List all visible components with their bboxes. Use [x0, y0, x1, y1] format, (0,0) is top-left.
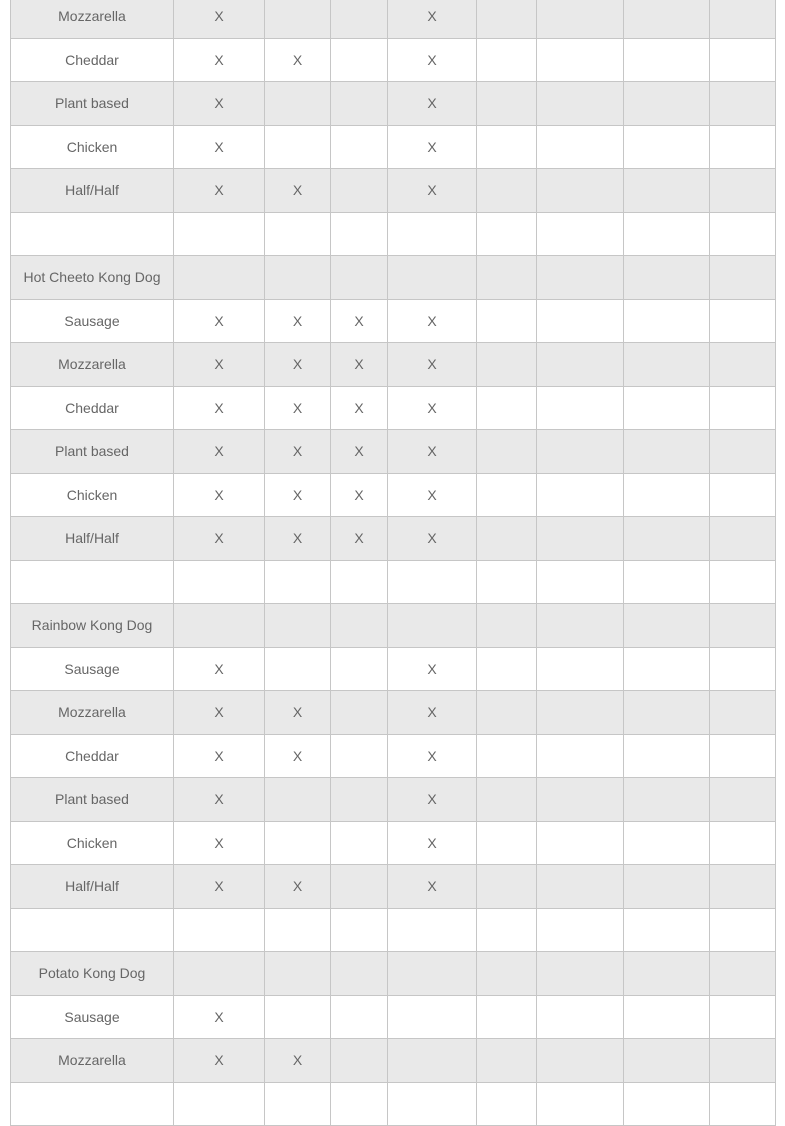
option-cell	[331, 908, 388, 952]
option-cell	[477, 430, 537, 474]
option-cell	[477, 256, 537, 300]
option-cell	[624, 995, 710, 1039]
option-cell	[477, 952, 537, 996]
option-cell	[537, 865, 624, 909]
table-row	[11, 995, 776, 1039]
option-cell	[624, 343, 710, 387]
row-label-cell	[11, 212, 174, 256]
menu-options-table	[10, 0, 776, 1126]
option-cell	[477, 691, 537, 735]
option-cell: X	[331, 473, 388, 517]
option-cell	[331, 952, 388, 996]
option-cell	[174, 908, 265, 952]
table-row	[11, 38, 776, 82]
option-cell	[331, 560, 388, 604]
option-cell: X	[174, 778, 265, 822]
option-cell: X	[388, 343, 477, 387]
option-cell	[624, 169, 710, 213]
option-cell: X	[388, 473, 477, 517]
option-cell	[537, 734, 624, 778]
option-cell	[710, 212, 776, 256]
table-row	[11, 1082, 776, 1126]
option-cell	[624, 386, 710, 430]
option-cell	[624, 0, 710, 38]
option-cell	[388, 560, 477, 604]
option-cell	[265, 82, 331, 126]
option-cell	[388, 1039, 477, 1083]
option-cell	[477, 865, 537, 909]
option-cell	[331, 604, 388, 648]
option-cell	[477, 1082, 537, 1126]
option-cell	[331, 734, 388, 778]
option-cell	[624, 125, 710, 169]
option-cell	[537, 691, 624, 735]
option-cell	[537, 299, 624, 343]
option-cell: X	[174, 38, 265, 82]
option-cell	[624, 908, 710, 952]
option-cell	[174, 604, 265, 648]
row-label-cell: Cheddar	[11, 386, 174, 430]
option-cell	[331, 1082, 388, 1126]
option-cell: X	[174, 865, 265, 909]
option-cell	[477, 125, 537, 169]
option-cell	[537, 125, 624, 169]
option-cell	[710, 560, 776, 604]
option-cell: X	[388, 517, 477, 561]
option-cell: X	[174, 82, 265, 126]
option-cell	[710, 38, 776, 82]
option-cell	[624, 38, 710, 82]
option-cell	[331, 212, 388, 256]
menu-table-container	[10, 0, 775, 1126]
option-cell	[537, 647, 624, 691]
option-cell: X	[174, 125, 265, 169]
option-cell	[477, 908, 537, 952]
row-label-cell: Plant based	[11, 778, 174, 822]
option-cell	[624, 212, 710, 256]
option-cell	[477, 343, 537, 387]
option-cell: X	[388, 430, 477, 474]
option-cell	[477, 995, 537, 1039]
table-row	[11, 560, 776, 604]
option-cell: X	[265, 734, 331, 778]
option-cell	[537, 212, 624, 256]
row-label-cell: Rainbow Kong Dog	[11, 604, 174, 648]
option-cell	[710, 256, 776, 300]
option-cell	[174, 952, 265, 996]
row-label-cell: Mozzarella	[11, 343, 174, 387]
option-cell	[537, 952, 624, 996]
option-cell	[710, 734, 776, 778]
option-cell: X	[174, 647, 265, 691]
option-cell	[710, 430, 776, 474]
option-cell	[537, 82, 624, 126]
row-label-cell: Mozzarella	[11, 1039, 174, 1083]
option-cell	[537, 517, 624, 561]
option-cell	[624, 1039, 710, 1083]
option-cell	[388, 908, 477, 952]
option-cell	[331, 1039, 388, 1083]
option-cell	[477, 169, 537, 213]
option-cell	[477, 386, 537, 430]
option-cell	[331, 38, 388, 82]
option-cell	[537, 430, 624, 474]
option-cell	[710, 691, 776, 735]
table-row	[11, 734, 776, 778]
table-body	[11, 0, 776, 1126]
option-cell	[710, 169, 776, 213]
table-row	[11, 691, 776, 735]
row-label-cell: Chicken	[11, 473, 174, 517]
row-label-cell: Cheddar	[11, 734, 174, 778]
table-row	[11, 430, 776, 474]
option-cell: X	[388, 299, 477, 343]
option-cell	[331, 691, 388, 735]
option-cell: X	[331, 386, 388, 430]
option-cell	[710, 647, 776, 691]
row-label-cell: Sausage	[11, 299, 174, 343]
row-label-cell: Half/Half	[11, 865, 174, 909]
option-cell: X	[265, 386, 331, 430]
option-cell: X	[265, 1039, 331, 1083]
option-cell	[624, 256, 710, 300]
table-row	[11, 778, 776, 822]
table-row	[11, 821, 776, 865]
option-cell: X	[388, 821, 477, 865]
option-cell	[624, 734, 710, 778]
option-cell: X	[174, 517, 265, 561]
option-cell	[537, 908, 624, 952]
table-row	[11, 343, 776, 387]
option-cell	[537, 0, 624, 38]
option-cell	[624, 604, 710, 648]
option-cell	[537, 473, 624, 517]
option-cell: X	[388, 169, 477, 213]
row-label-cell	[11, 1082, 174, 1126]
option-cell	[710, 908, 776, 952]
option-cell	[710, 343, 776, 387]
option-cell: X	[388, 691, 477, 735]
option-cell: X	[265, 473, 331, 517]
option-cell: X	[388, 0, 477, 38]
option-cell: X	[174, 0, 265, 38]
table-row	[11, 517, 776, 561]
option-cell	[537, 169, 624, 213]
option-cell	[710, 125, 776, 169]
table-row	[11, 952, 776, 996]
option-cell: X	[265, 38, 331, 82]
option-cell: X	[265, 865, 331, 909]
row-label-cell: Chicken	[11, 125, 174, 169]
option-cell: X	[388, 734, 477, 778]
option-cell: X	[265, 430, 331, 474]
option-cell	[710, 604, 776, 648]
option-cell	[537, 604, 624, 648]
option-cell: X	[265, 169, 331, 213]
option-cell	[477, 212, 537, 256]
option-cell	[624, 778, 710, 822]
option-cell	[174, 212, 265, 256]
option-cell	[537, 560, 624, 604]
option-cell	[710, 952, 776, 996]
option-cell	[388, 256, 477, 300]
option-cell	[265, 647, 331, 691]
option-cell	[624, 517, 710, 561]
option-cell: X	[388, 647, 477, 691]
option-cell	[624, 647, 710, 691]
option-cell	[388, 604, 477, 648]
option-cell	[710, 299, 776, 343]
option-cell	[477, 778, 537, 822]
option-cell	[265, 995, 331, 1039]
option-cell	[477, 1039, 537, 1083]
option-cell: X	[331, 299, 388, 343]
option-cell	[265, 821, 331, 865]
row-label-cell: Potato Kong Dog	[11, 952, 174, 996]
table-row	[11, 256, 776, 300]
option-cell	[477, 734, 537, 778]
option-cell	[265, 0, 331, 38]
option-cell	[537, 821, 624, 865]
option-cell	[331, 995, 388, 1039]
option-cell: X	[174, 343, 265, 387]
row-label-cell: Mozzarella	[11, 0, 174, 38]
row-label-cell: Cheddar	[11, 38, 174, 82]
option-cell	[477, 473, 537, 517]
option-cell	[537, 1082, 624, 1126]
option-cell	[537, 778, 624, 822]
table-row	[11, 604, 776, 648]
option-cell: X	[174, 821, 265, 865]
option-cell	[388, 952, 477, 996]
option-cell	[477, 38, 537, 82]
row-label-cell	[11, 908, 174, 952]
table-row	[11, 386, 776, 430]
option-cell: X	[265, 343, 331, 387]
option-cell	[624, 299, 710, 343]
option-cell	[331, 647, 388, 691]
row-label-cell: Mozzarella	[11, 691, 174, 735]
option-cell	[265, 212, 331, 256]
option-cell	[537, 1039, 624, 1083]
option-cell	[477, 821, 537, 865]
option-cell	[174, 1082, 265, 1126]
option-cell	[331, 778, 388, 822]
table-row	[11, 82, 776, 126]
option-cell: X	[388, 865, 477, 909]
option-cell	[710, 1039, 776, 1083]
table-row	[11, 125, 776, 169]
option-cell	[624, 430, 710, 474]
option-cell: X	[174, 734, 265, 778]
option-cell	[174, 256, 265, 300]
option-cell: X	[388, 778, 477, 822]
option-cell	[537, 386, 624, 430]
option-cell	[265, 604, 331, 648]
option-cell	[331, 256, 388, 300]
option-cell	[331, 82, 388, 126]
option-cell	[477, 560, 537, 604]
option-cell	[537, 343, 624, 387]
option-cell	[265, 256, 331, 300]
option-cell	[477, 604, 537, 648]
option-cell	[624, 473, 710, 517]
row-label-cell: Half/Half	[11, 517, 174, 561]
option-cell	[477, 0, 537, 38]
option-cell	[624, 1082, 710, 1126]
option-cell: X	[331, 430, 388, 474]
option-cell	[624, 821, 710, 865]
row-label-cell: Plant based	[11, 82, 174, 126]
row-label-cell: Chicken	[11, 821, 174, 865]
option-cell	[624, 691, 710, 735]
option-cell	[388, 212, 477, 256]
option-cell	[624, 560, 710, 604]
option-cell	[624, 865, 710, 909]
row-label-cell	[11, 560, 174, 604]
option-cell	[331, 125, 388, 169]
option-cell: X	[174, 473, 265, 517]
table-row	[11, 169, 776, 213]
option-cell	[477, 299, 537, 343]
table-row	[11, 473, 776, 517]
option-cell	[331, 821, 388, 865]
option-cell	[710, 995, 776, 1039]
option-cell	[265, 125, 331, 169]
option-cell	[710, 82, 776, 126]
option-cell: X	[174, 430, 265, 474]
row-label-cell: Sausage	[11, 995, 174, 1039]
option-cell	[710, 0, 776, 38]
option-cell	[265, 1082, 331, 1126]
option-cell	[624, 82, 710, 126]
row-label-cell: Plant based	[11, 430, 174, 474]
option-cell	[477, 517, 537, 561]
option-cell	[710, 473, 776, 517]
option-cell: X	[174, 995, 265, 1039]
option-cell: X	[331, 517, 388, 561]
option-cell: X	[174, 299, 265, 343]
option-cell	[477, 647, 537, 691]
option-cell	[388, 995, 477, 1039]
option-cell	[477, 82, 537, 126]
option-cell: X	[174, 386, 265, 430]
row-label-cell: Hot Cheeto Kong Dog	[11, 256, 174, 300]
option-cell: X	[174, 169, 265, 213]
table-row	[11, 908, 776, 952]
option-cell: X	[388, 125, 477, 169]
option-cell: X	[265, 299, 331, 343]
table-row	[11, 0, 776, 38]
option-cell	[331, 169, 388, 213]
option-cell	[710, 386, 776, 430]
option-cell	[710, 1082, 776, 1126]
option-cell	[537, 256, 624, 300]
option-cell	[265, 952, 331, 996]
option-cell: X	[174, 691, 265, 735]
table-row	[11, 1039, 776, 1083]
table-row	[11, 212, 776, 256]
option-cell	[710, 821, 776, 865]
option-cell	[710, 778, 776, 822]
option-cell	[265, 778, 331, 822]
table-row	[11, 647, 776, 691]
option-cell	[265, 908, 331, 952]
option-cell: X	[388, 386, 477, 430]
option-cell: X	[265, 517, 331, 561]
row-label-cell: Sausage	[11, 647, 174, 691]
row-label-cell: Half/Half	[11, 169, 174, 213]
option-cell	[331, 0, 388, 38]
option-cell	[624, 952, 710, 996]
option-cell: X	[388, 82, 477, 126]
option-cell	[537, 995, 624, 1039]
option-cell	[388, 1082, 477, 1126]
option-cell	[710, 517, 776, 561]
option-cell	[265, 560, 331, 604]
table-row	[11, 865, 776, 909]
option-cell: X	[174, 1039, 265, 1083]
option-cell	[710, 865, 776, 909]
option-cell	[331, 865, 388, 909]
option-cell: X	[265, 691, 331, 735]
table-row	[11, 299, 776, 343]
option-cell	[537, 38, 624, 82]
option-cell: X	[388, 38, 477, 82]
option-cell: X	[331, 343, 388, 387]
option-cell	[174, 560, 265, 604]
